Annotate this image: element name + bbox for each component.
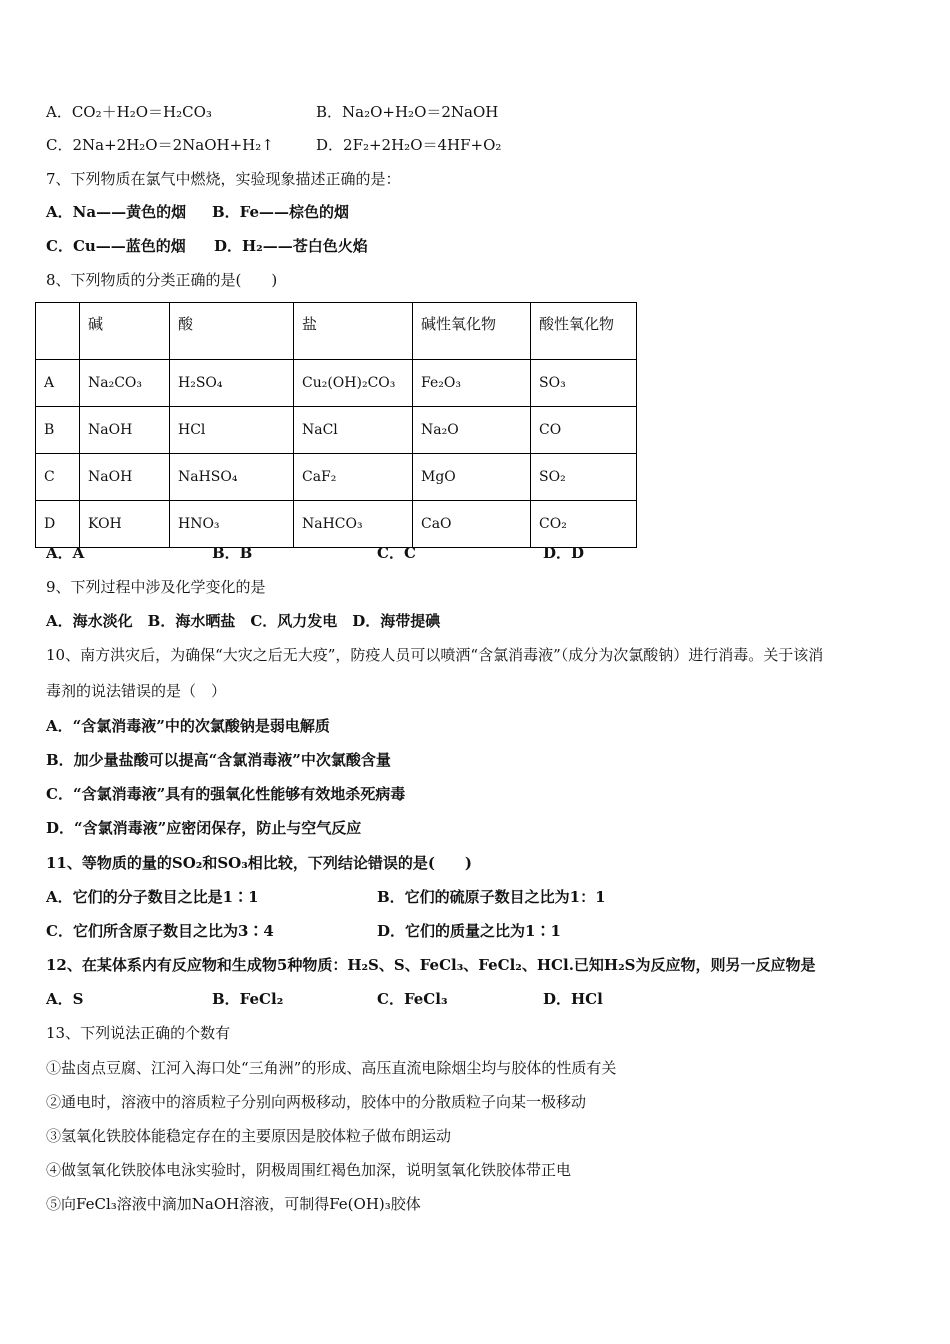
table-cell: NaCl [294, 407, 413, 454]
q7-option-d: D．H₂——苍白色火焰 [214, 237, 368, 255]
table-cell: C [36, 454, 80, 501]
table-cell: NaOH [80, 407, 170, 454]
table-cell: CaF₂ [294, 454, 413, 501]
table-cell: A [36, 360, 80, 407]
q12-option-a: A．S [46, 990, 84, 1008]
header-cell: 碱性氧化物 [413, 303, 531, 360]
q7-option-b: B．Fe——棕色的烟 [212, 203, 350, 221]
q11-option-a: A．它们的分子数目之比是1∶1 [46, 888, 259, 906]
table-cell: MgO [413, 454, 531, 501]
q13-item: ④做氢氧化铁胶体电泳实验时，阴极周围红褐色加深，说明氢氧化铁胶体带正电 [46, 1161, 572, 1179]
table-cell: CO [531, 407, 637, 454]
table-header-row [36, 303, 637, 360]
q8-option-a: A．A [46, 544, 85, 562]
q13-stem: 13、下列说法正确的个数有 [46, 1024, 231, 1042]
q9-options: A．海水淡化 B．海水晒盐 C．风力发电 D．海带提碘 [46, 612, 441, 630]
q12-option-c: C．FeCl₃ [377, 990, 448, 1008]
q10-option-c: C．“含氯消毒液”具有的强氧化性能够有效地杀死病毒 [46, 785, 406, 803]
table-cell: B [36, 407, 80, 454]
header-cell: 酸性氧化物 [531, 303, 637, 360]
table-cell: H₂SO₄ [170, 360, 294, 407]
q11-option-b: B．它们的硫原子数目之比为1：1 [377, 888, 606, 906]
table-cell: CaO [413, 501, 531, 548]
q11-option-d: D．它们的质量之比为1∶1 [377, 922, 561, 940]
table-cell: Na₂CO₃ [80, 360, 170, 407]
q8-option-c: C．C [377, 544, 416, 562]
q8-stem: 8、下列物质的分类正确的是( ) [46, 271, 278, 289]
table-cell: Na₂O [413, 407, 531, 454]
q13-item: ①盐卤点豆腐、江河入海口处“三角洲”的形成、高压直流电除烟尘均与胶体的性质有关 [46, 1059, 617, 1077]
q13-item: ②通电时，溶液中的溶质粒子分别向两极移动，胶体中的分散质粒子向某一极移动 [46, 1093, 587, 1111]
table-cell: NaOH [80, 454, 170, 501]
table-row [36, 407, 637, 454]
q13-item: ⑤向FeCl₃溶液中滴加NaOH溶液，可制得Fe(OH)₃胶体 [46, 1195, 421, 1213]
q10-option-d: D．“含氯消毒液”应密闭保存，防止与空气反应 [46, 819, 362, 837]
q8-option-d: D．D [543, 544, 585, 562]
table-cell: SO₃ [531, 360, 637, 407]
q7-option-c: C．Cu——蓝色的烟 [46, 237, 186, 255]
q8-classification-table [35, 302, 637, 548]
q10-option-b: B．加少量盐酸可以提高“含氯消毒液”中次氯酸含量 [46, 751, 391, 769]
q6-option-a: A．CO₂＋H₂O＝H₂CO₃ [46, 103, 212, 121]
header-cell: 碱 [80, 303, 170, 360]
table-row [36, 360, 637, 407]
table-cell: NaHSO₄ [170, 454, 294, 501]
q6-option-d: D．2F₂+2H₂O＝4HF+O₂ [316, 136, 502, 154]
table-cell: Cu₂(OH)₂CO₃ [294, 360, 413, 407]
q13-item: ③氢氧化铁胶体能稳定存在的主要原因是胶体粒子做布朗运动 [46, 1127, 452, 1145]
table-cell: HNO₃ [170, 501, 294, 548]
table-cell: KOH [80, 501, 170, 548]
q6-option-c: C．2Na+2H₂O＝2NaOH+H₂↑ [46, 136, 274, 154]
q10-stem-line2: 毒剂的说法错误的是（ ） [46, 682, 227, 700]
table-row [36, 454, 637, 501]
q8-option-b: B．B [212, 544, 253, 562]
table-cell: CO₂ [531, 501, 637, 548]
table-cell: HCl [170, 407, 294, 454]
table-cell: SO₂ [531, 454, 637, 501]
q9-stem: 9、下列过程中涉及化学变化的是 [46, 578, 266, 596]
q10-stem-line1: 10、南方洪灾后，为确保“大灾之后无大疫”，防疫人员可以喷洒“含氯消毒液”（成分为次氯酸钠）进行消毒。关于该消 [46, 646, 824, 664]
q7-stem: 7、下列物质在氯气中燃烧，实验现象描述正确的是： [46, 170, 401, 188]
q6-option-b: B．Na₂O+H₂O＝2NaOH [316, 103, 499, 121]
header-cell: 盐 [294, 303, 413, 360]
q12-option-d: D．HCl [543, 990, 603, 1008]
q11-stem: 11、等物质的量的SO₂和SO₃相比较，下列结论错误的是( ) [46, 854, 473, 872]
q12-option-b: B．FeCl₂ [212, 990, 284, 1008]
table-cell: D [36, 501, 80, 548]
q11-option-c: C．它们所含原子数目之比为3∶4 [46, 922, 274, 940]
q12-stem: 12、在某体系内有反应物和生成物5种物质：H₂S、S、FeCl₃、FeCl₂、HCl.已知H₂S为反应物，则另一反应物是 [46, 956, 816, 974]
header-cell [36, 303, 80, 360]
table-row [36, 501, 637, 548]
q7-option-a: A．Na——黄色的烟 [46, 203, 187, 221]
table-cell: Fe₂O₃ [413, 360, 531, 407]
header-cell: 酸 [170, 303, 294, 360]
table-cell: NaHCO₃ [294, 501, 413, 548]
q10-option-a: A．“含氯消毒液”中的次氯酸钠是弱电解质 [46, 717, 330, 735]
